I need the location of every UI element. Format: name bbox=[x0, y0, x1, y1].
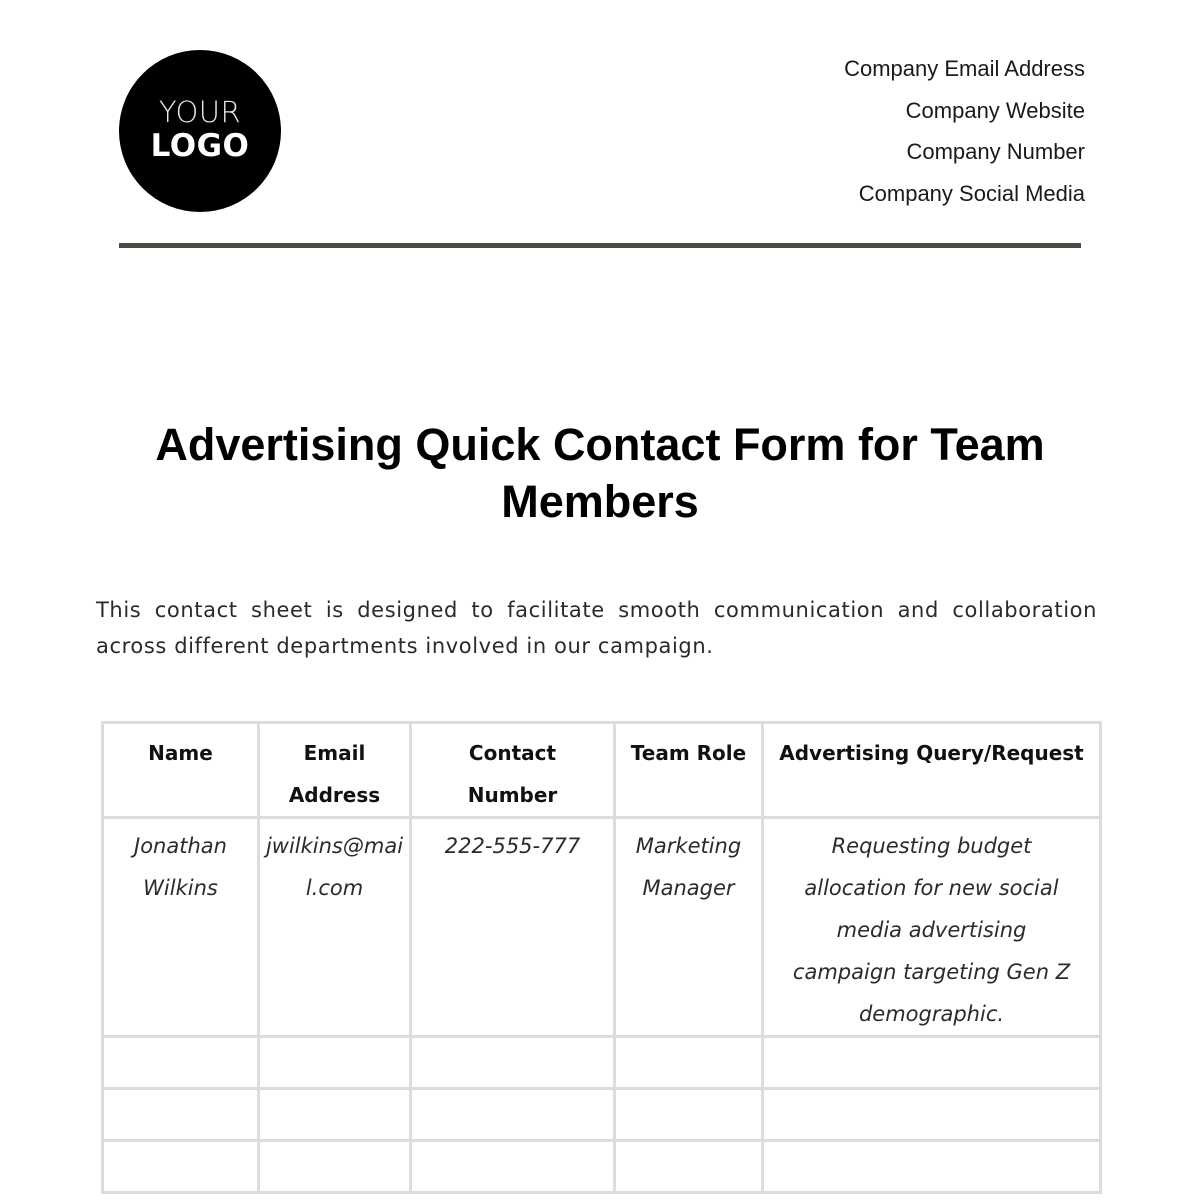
cell-name[interactable] bbox=[103, 1037, 259, 1089]
cell-email[interactable] bbox=[259, 1089, 411, 1141]
cell-name-text: Jonathan Wilkins bbox=[134, 834, 227, 900]
cell-team-role[interactable] bbox=[615, 1089, 763, 1141]
column-header-contact-number-label: Contact Number bbox=[467, 741, 558, 807]
cell-team-role[interactable] bbox=[615, 818, 763, 1037]
cell-request[interactable] bbox=[763, 1089, 1101, 1141]
page-title: Advertising Quick Contact Form for Team Members bbox=[155, 419, 1045, 527]
company-website: Company Website bbox=[905, 97, 1085, 123]
cell-request[interactable] bbox=[763, 1141, 1101, 1193]
logo-text-your: YOUR bbox=[158, 95, 242, 129]
cell-name[interactable] bbox=[103, 818, 259, 1037]
cell-contact-number[interactable] bbox=[411, 1141, 615, 1193]
column-header-request: Advertising Query/Request bbox=[763, 723, 1101, 818]
column-header-email bbox=[259, 723, 411, 818]
column-header-contact-number bbox=[411, 723, 615, 818]
cell-email[interactable] bbox=[259, 818, 411, 1037]
cell-email-text: jwilkins@mail.com bbox=[265, 834, 404, 900]
table-row bbox=[103, 1037, 1101, 1089]
table-row bbox=[103, 818, 1101, 1037]
cell-contact-number-text: 222-555-777 bbox=[444, 834, 581, 858]
company-social-media: Company Social Media bbox=[858, 181, 1085, 207]
company-logo bbox=[119, 50, 281, 212]
logo-text-logo: LOGO bbox=[150, 128, 250, 164]
company-number: Company Number bbox=[906, 139, 1085, 165]
cell-team-role[interactable] bbox=[615, 1141, 763, 1193]
cell-team-role[interactable] bbox=[615, 1037, 763, 1089]
cell-contact-number[interactable] bbox=[411, 818, 615, 1037]
column-header-name: Name bbox=[103, 723, 259, 818]
company-info bbox=[844, 54, 1085, 221]
cell-request[interactable] bbox=[763, 818, 1101, 1037]
company-email: Company Email Address bbox=[844, 56, 1085, 81]
table-header-row bbox=[103, 723, 1101, 818]
cell-request-text: Requesting budget allocation for new social media advertising campaign targeting Gen Z demographic. bbox=[792, 834, 1071, 1026]
cell-contact-number[interactable] bbox=[411, 1089, 615, 1141]
table-row bbox=[103, 1141, 1101, 1193]
contact-table bbox=[101, 721, 1102, 1194]
column-header-email-label: Email Address bbox=[288, 741, 381, 807]
cell-email[interactable] bbox=[259, 1037, 411, 1089]
cell-name[interactable] bbox=[103, 1141, 259, 1193]
column-header-team-role: Team Role bbox=[615, 723, 763, 818]
cell-contact-number[interactable] bbox=[411, 1037, 615, 1089]
cell-team-role-text: Marketing Manager bbox=[635, 834, 742, 900]
table-row bbox=[103, 1089, 1101, 1141]
header-divider bbox=[119, 243, 1081, 248]
cell-request[interactable] bbox=[763, 1037, 1101, 1089]
intro-paragraph: This contact sheet is designed to facilitate smooth communication and collaboration across different departments involved in our campaign. bbox=[96, 598, 1097, 658]
cell-email[interactable] bbox=[259, 1141, 411, 1193]
cell-name[interactable] bbox=[103, 1089, 259, 1141]
